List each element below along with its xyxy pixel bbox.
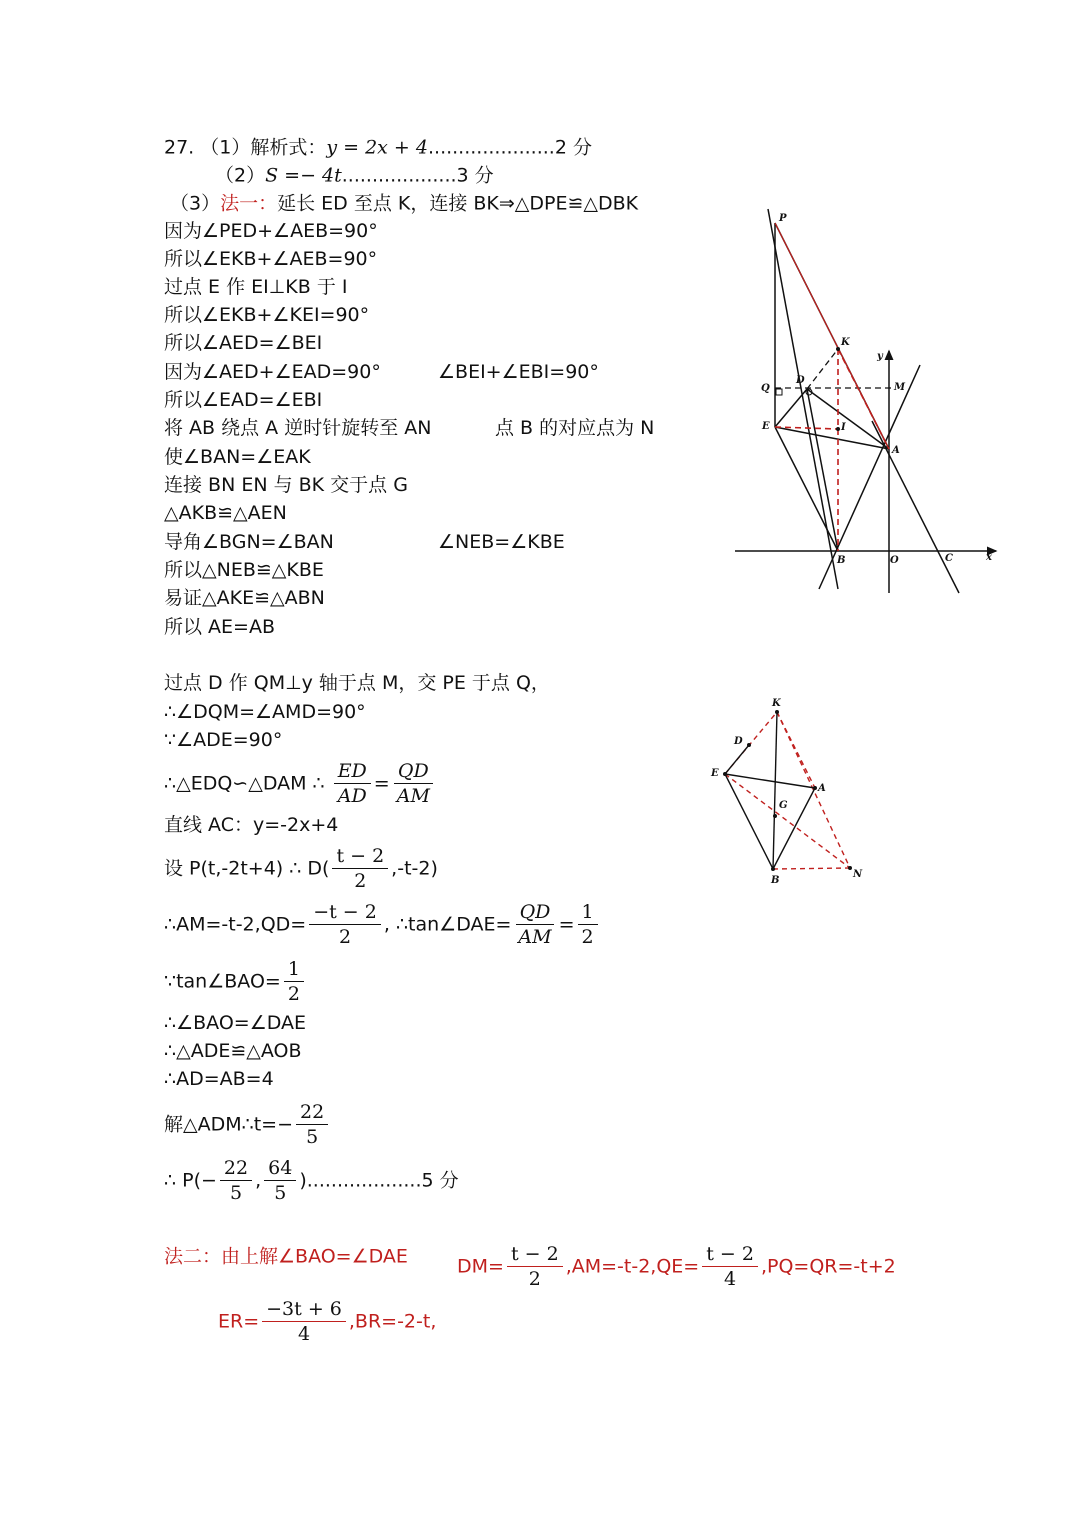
geometry-figure-1 (730, 205, 1005, 600)
proof-line: 连接 BN EN 与 BK 交于点 G (164, 474, 408, 496)
fraction-d-x (332, 844, 388, 893)
segment-d-a (807, 389, 889, 449)
part2-line: ∴∠BAO=∠DAE (164, 1012, 307, 1034)
am-qe-text: ,AM=-t-2,QE= (565, 1255, 700, 1278)
denominator: 2 (581, 926, 594, 948)
label-k: K (772, 698, 781, 709)
denominator: AM (518, 926, 552, 948)
proof-line: 所以∠EKB+∠KEI=90° (164, 304, 370, 326)
label-k: K (841, 337, 850, 348)
numerator: 1 (578, 900, 598, 925)
answer-p-text: ∴ P(− (164, 1169, 217, 1192)
label-b: B (837, 555, 846, 566)
label-a: A (818, 783, 826, 794)
pq-qr-text: ,PQ=QR=-t+2 (760, 1255, 896, 1278)
part2-line-point-p (164, 844, 438, 893)
proof-line: 所以∠AED=∠BEI (164, 332, 323, 354)
denominator: 4 (724, 1268, 737, 1290)
part2-line-similar (164, 759, 437, 808)
fraction-qd-am-2 (514, 900, 555, 949)
point-e (723, 772, 727, 776)
fraction-qe (702, 1242, 758, 1291)
label-d: D (734, 736, 743, 747)
denominator: 5 (274, 1182, 287, 1204)
numerator: QD (394, 759, 433, 784)
denominator: 4 (297, 1323, 311, 1345)
dm-label: DM= (457, 1255, 504, 1278)
denominator: 5 (229, 1182, 243, 1204)
part2-formula: S =− 4t (265, 164, 342, 187)
numerator: t − 2 (507, 1242, 563, 1267)
point-p-text: 设 P(t,-2t+4) ∴ D( (164, 857, 330, 880)
q27-part2-line (215, 161, 494, 190)
part3-score: 5 分 (421, 1169, 459, 1192)
proof-line: △AKB≌△AEN (164, 502, 287, 524)
part2-line: 过点 D 作 QM⊥y 轴于点 M，交 PE 于点 Q， (164, 672, 550, 694)
point-n (848, 866, 852, 870)
part2-line-tan-bao (164, 957, 307, 1006)
denominator: 2 (528, 1268, 541, 1290)
part2-dots: ................... (341, 164, 457, 187)
q27-part1-line (164, 133, 592, 162)
denominator: 2 (287, 983, 300, 1005)
label-q: Q (761, 383, 770, 394)
proof-line: 因为∠AED+∠EAD=90° (164, 361, 381, 383)
fraction-er (262, 1297, 346, 1346)
fraction-22-5 (220, 1156, 252, 1205)
label-o: O (890, 555, 899, 566)
point-d-y: ,-t-2) (391, 857, 438, 880)
point-k (775, 710, 779, 714)
red-dashed-e-n (725, 774, 850, 868)
fraction-one-half (578, 900, 598, 949)
method2-line2 (218, 1297, 436, 1346)
part3-label: （3） (170, 192, 221, 215)
dashed-d-k (807, 349, 838, 389)
proof-line: 使∠BAN=∠EAK (164, 446, 311, 468)
part2-line-answer-p (164, 1156, 459, 1205)
fraction-dm (507, 1242, 563, 1291)
part2-label: （2） (215, 164, 266, 187)
denominator: 2 (338, 926, 352, 948)
segment-e-a (725, 774, 815, 788)
part2-line: ∴△ADE≌△AOB (164, 1040, 302, 1062)
part2-line: ∴∠DQM=∠AMD=90° (164, 701, 366, 723)
label-p: P (779, 213, 787, 224)
part2-line-tan (164, 900, 601, 949)
segment-d-b (807, 389, 838, 551)
label-y: y (877, 351, 883, 362)
segment-k-b (773, 712, 777, 869)
q27-part3-line (170, 189, 638, 218)
point-a (813, 786, 817, 790)
point-g (773, 814, 777, 818)
red-dashed-b-n (773, 868, 850, 869)
equals: = (558, 913, 575, 936)
label-x: x (986, 552, 992, 563)
segment-e-d (725, 745, 749, 774)
geometry-figure-2 (705, 692, 870, 892)
proof-line: 所以△NEB≌△KBE (164, 559, 324, 581)
part2-line: ∴AD=AB=4 (164, 1068, 274, 1090)
tan-bao-text: ∵tan∠BAO= (164, 970, 281, 993)
right-angle-q (776, 389, 782, 395)
method2-line1-right (457, 1242, 896, 1291)
point-k (836, 347, 840, 351)
label-d: D (796, 375, 805, 386)
label-i: I (841, 422, 846, 433)
line-through-p-b (768, 209, 838, 589)
proof-line-right: ∠NEB=∠KBE (438, 531, 565, 553)
point-d (747, 743, 751, 747)
proof-line: 所以∠EKB+∠AEB=90° (164, 248, 378, 270)
answer-dots: )................... (299, 1169, 422, 1192)
numerator: 22 (296, 1100, 328, 1125)
label-e: E (711, 768, 719, 779)
label-a: A (892, 445, 900, 456)
numerator: −3t + 6 (262, 1297, 346, 1322)
numerator: 1 (284, 957, 304, 982)
part2-line: ∵∠ADE=90° (164, 729, 283, 751)
fraction-qd-am (393, 759, 434, 808)
label-g: G (779, 800, 788, 811)
line-b-a-extended (819, 365, 920, 589)
numerator: 22 (220, 1156, 252, 1181)
fraction-ed-ad (334, 759, 371, 808)
method1-first-step: 延长 ED 至点 K，连接 BK⇒△DPE≌△DBK (277, 192, 639, 215)
part1-dots: ..................... (427, 136, 555, 159)
fraction-one-half (284, 957, 304, 1006)
segment-e-b (725, 774, 773, 869)
numerator: t − 2 (702, 1242, 758, 1267)
am-qd-text: ∴AM=-t-2,QD= (164, 913, 307, 936)
segment-e-b (775, 427, 838, 551)
method2-line1 (164, 1242, 408, 1271)
label-n: N (853, 869, 863, 880)
proof-line: 过点 E 作 EI⊥KB 于 I (164, 276, 348, 298)
fraction-qd (309, 900, 381, 949)
part2-line: 直线 AC：y=-2x+4 (164, 814, 339, 836)
proof-line: 易证△AKE≌△ABN (164, 587, 325, 609)
denominator: 5 (306, 1126, 319, 1148)
numerator: t − 2 (332, 844, 388, 869)
proof-line: 导角∠BGN=∠BAN (164, 531, 334, 553)
denominator: AD (337, 785, 367, 807)
part2-score: 3 分 (456, 164, 494, 187)
numerator: −t − 2 (309, 900, 381, 925)
fraction-22-5 (296, 1100, 328, 1149)
q27-title: 27. （1）解析式： (164, 136, 327, 159)
br-text: ,BR=-2-t, (348, 1310, 437, 1333)
tan-dae-text: , ∴tan∠DAE= (383, 913, 512, 936)
proof-line: 所以 AE=AB (164, 616, 275, 638)
er-label: ER= (218, 1310, 260, 1333)
proof-line: 所以∠EAD=∠EBI (164, 389, 323, 411)
label-b: B (771, 875, 780, 886)
denominator: AM (396, 785, 430, 807)
solve-t-text: 解△ADM∴t=− (164, 1113, 294, 1136)
numerator: QD (516, 900, 555, 925)
numerator: ED (334, 759, 371, 784)
label-e: E (762, 421, 770, 432)
proof-line-right: ∠BEI+∠EBI=90° (438, 361, 599, 383)
fraction-64-5 (264, 1156, 296, 1205)
proof-line: 因为∠PED+∠AEB=90° (164, 220, 378, 242)
part1-score: 2 分 (554, 136, 592, 159)
label-m: M (894, 382, 906, 393)
method2-label: 法二：由上解∠BAO=∠DAE (164, 1245, 408, 1268)
point-b (771, 867, 775, 871)
denominator: 2 (354, 870, 367, 892)
part2-line-solve-t (164, 1100, 331, 1149)
equals: = (373, 772, 390, 795)
label-c: C (945, 553, 953, 564)
part1-formula: y = 2x + 4 (326, 136, 428, 159)
point-i (836, 427, 840, 431)
segment-e-a (775, 427, 889, 449)
similar-triangles-text: ∴△EDQ∽△DAM ∴ (164, 772, 325, 795)
numerator: 64 (264, 1156, 296, 1181)
proof-line: 将 AB 绕点 A 逆时针旋转至 AN (164, 417, 432, 439)
proof-line-right: 点 B 的对应点为 N (495, 417, 655, 439)
comma: , (255, 1169, 262, 1192)
method1-label: 法一： (220, 192, 278, 215)
